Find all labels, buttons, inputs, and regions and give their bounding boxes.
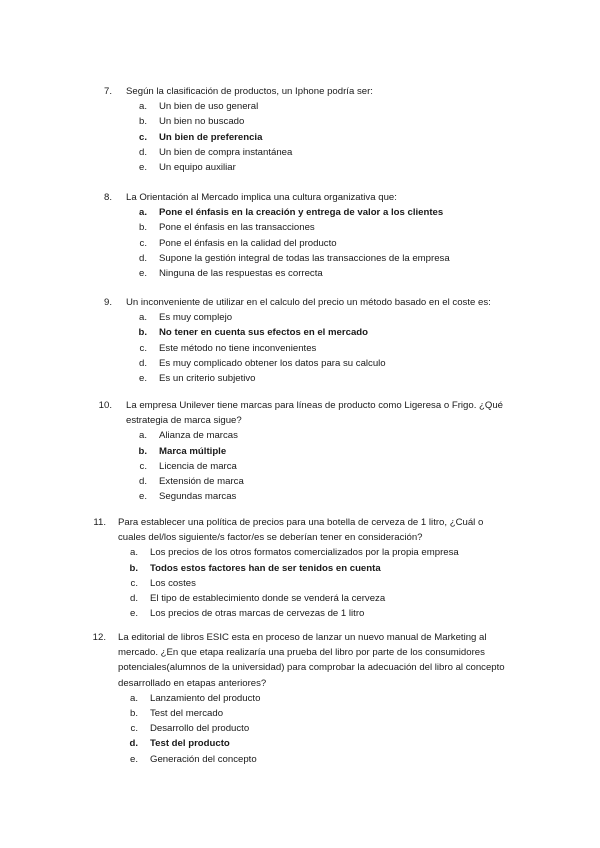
question-number: 11. [93, 517, 106, 528]
question-number: 12. [92, 632, 106, 643]
option-letter: c. [139, 237, 147, 249]
option-text: Ninguna de las respuestas es correcta [159, 268, 323, 280]
option-text: El tipo de establecimiento donde se venderá la cerveza [150, 593, 386, 605]
option-letter: c. [138, 131, 147, 143]
option-text: Un bien no buscado [159, 116, 245, 128]
option-letter: e. [138, 373, 147, 385]
option-letter: e. [138, 491, 147, 503]
option-a [0, 691, 600, 706]
question-header [0, 515, 600, 545]
option-text: Pone el énfasis en las transacciones [159, 222, 315, 234]
option-text: Es muy complicado obtener los datos para su calculo [159, 357, 386, 369]
option-text: Extensión de marca [159, 476, 244, 488]
option-list [0, 310, 600, 386]
question-number: 7. [103, 86, 112, 97]
option-text: Un equipo auxiliar [159, 162, 236, 174]
option-letter: a. [138, 312, 147, 324]
option-text: Test del producto [150, 738, 230, 750]
option-c [0, 459, 600, 474]
option-text: Todos estos factores han de ser tenidos en cuenta [150, 562, 381, 574]
question-text: Para establecer una política de precios para una botella de cerveza de 1 litro, ¿Cuál o cuales del/los siguiente/s factor/es se deberían tener en consideración? [118, 517, 484, 544]
option-letter: d. [138, 476, 147, 488]
option-a [0, 99, 600, 114]
question-text: Según la clasificación de productos, un Iphone podría ser: [126, 86, 373, 97]
option-text: Los precios de otras marcas de cervezas de 1 litro [150, 608, 365, 620]
option-letter: e. [138, 162, 147, 174]
option-c [0, 576, 600, 591]
option-text: Supone la gestión integral de todas las transacciones de la empresa [159, 252, 450, 264]
option-text: Test del mercado [150, 708, 224, 720]
option-text: Un bien de compra instantánea [159, 146, 293, 158]
option-letter: b. [138, 222, 147, 234]
option-e [0, 606, 600, 621]
option-b-correct [0, 325, 600, 340]
option-letter: d. [138, 252, 147, 264]
option-e [0, 752, 600, 767]
option-d [0, 251, 600, 266]
option-letter: a. [129, 547, 138, 559]
option-letter: b. [138, 445, 147, 457]
option-e [0, 160, 600, 175]
option-list [0, 545, 600, 621]
option-c [0, 236, 600, 251]
option-text: Un bien de uso general [159, 101, 259, 113]
option-b [0, 706, 600, 721]
option-list [0, 205, 600, 281]
question-header [0, 295, 600, 310]
question-11 [0, 515, 600, 621]
question-header [0, 84, 600, 99]
option-text: Los costes [150, 577, 196, 589]
option-a [0, 310, 600, 325]
option-letter: e. [129, 753, 138, 765]
option-d [0, 591, 600, 606]
option-e [0, 371, 600, 386]
option-b-correct [0, 444, 600, 459]
option-letter: a. [138, 101, 147, 113]
option-letter: e. [138, 268, 147, 280]
option-list [0, 428, 600, 504]
question-text: La editorial de libros ESIC esta en proceso de lanzar un nuevo manual de Marketing al mercado. ¿En que etapa realizaría una prueba del libro por parte de los consumidores potenciales(alumnos de la universidad) para comprobar la adecuación del libro al concepto desarrollado en etapas anteriores? [118, 632, 505, 689]
option-letter: c. [130, 577, 138, 589]
option-b [0, 114, 600, 129]
option-letter: d. [129, 738, 138, 750]
question-text: La Orientación al Mercado implica una cultura organizativa que: [126, 192, 397, 203]
option-text: Segundas marcas [159, 491, 237, 503]
option-letter: d. [129, 593, 138, 605]
option-letter: c. [130, 723, 138, 735]
option-a-correct [0, 205, 600, 220]
option-d [0, 356, 600, 371]
question-header [0, 398, 600, 428]
question-number: 10. [98, 400, 112, 411]
option-text: Este método no tiene inconvenientes [159, 342, 317, 354]
option-text: Lanzamiento del producto [150, 692, 261, 704]
question-header [0, 630, 600, 691]
option-letter: e. [129, 608, 138, 620]
option-text: Un bien de preferencia [159, 131, 263, 143]
option-letter: a. [138, 207, 147, 219]
option-letter: b. [138, 327, 147, 339]
option-c [0, 341, 600, 356]
option-list [0, 691, 600, 767]
question-header [0, 190, 600, 205]
option-list [0, 99, 600, 175]
option-letter: b. [129, 708, 138, 720]
option-a [0, 428, 600, 443]
option-text: Licencia de marca [159, 460, 237, 472]
option-text: Pone el énfasis en la calidad del producto [159, 237, 337, 249]
option-e [0, 266, 600, 281]
option-d-correct [0, 736, 600, 751]
question-8 [0, 190, 600, 281]
option-text: Los precios de los otros formatos comercializados por la propia empresa [150, 547, 459, 559]
option-text: Alianza de marcas [159, 430, 238, 442]
question-9 [0, 295, 600, 386]
option-letter: a. [129, 692, 138, 704]
option-text: Pone el énfasis en la creación y entrega de valor a los clientes [159, 207, 444, 219]
option-text: Es muy complejo [159, 312, 233, 324]
option-text: Marca múltiple [159, 445, 227, 457]
question-text: Un inconveniente de utilizar en el calculo del precio un método basado en el coste es: [126, 297, 491, 308]
option-text: Desarrollo del producto [150, 723, 250, 735]
option-letter: b. [138, 116, 147, 128]
option-letter: d. [138, 357, 147, 369]
question-10 [0, 398, 600, 504]
option-text: Generación del concepto [150, 753, 257, 765]
option-d [0, 474, 600, 489]
option-d [0, 145, 600, 160]
option-letter: c. [139, 460, 147, 472]
option-b-correct [0, 561, 600, 576]
question-number: 9. [103, 297, 112, 308]
option-letter: c. [139, 342, 147, 354]
option-b [0, 220, 600, 235]
option-c [0, 721, 600, 736]
question-text: La empresa Unilever tiene marcas para líneas de producto como Ligeresa o Frigo. ¿Qué estrategia de marca sigue? [126, 400, 504, 427]
option-letter: a. [138, 430, 147, 442]
option-a [0, 545, 600, 560]
option-letter: d. [138, 146, 147, 158]
option-e [0, 489, 600, 504]
question-12 [0, 630, 600, 767]
option-text: No tener en cuenta sus efectos en el mercado [159, 327, 369, 339]
option-text: Es un criterio subjetivo [159, 373, 256, 385]
question-number: 8. [103, 192, 112, 203]
question-7 [0, 84, 600, 175]
option-letter: b. [129, 562, 138, 574]
option-c-correct [0, 130, 600, 145]
